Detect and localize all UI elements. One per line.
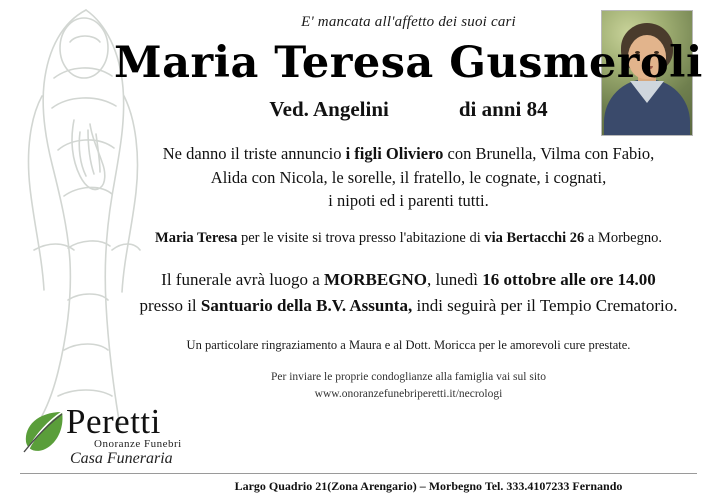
funeral-line-2: presso il Santuario della B.V. Assunta, indi seguirà per il Tempio Crematorio. xyxy=(139,295,678,315)
funeral-line-1: Il funerale avrà luogo a MORBEGNO, lunedì 16 ottobre alle ore 14.00 xyxy=(161,270,656,289)
deceased-name: Maria Teresa Gusmeroli xyxy=(114,38,703,88)
leaf-icon xyxy=(22,408,66,454)
visitation-line: Maria Teresa per le visite si trova presso l'abitazione di via Bertacchi 26 a Morbegno. xyxy=(155,230,662,247)
announcement-line-1: Ne danno il triste annuncio i figli Oliviero con Brunella, Vilma con Fabio, xyxy=(162,144,655,164)
condolences-line-1: Per inviare le proprie condoglianze alla famiglia vai sul sito xyxy=(271,371,546,383)
age: di anni 84 xyxy=(458,97,548,122)
footer-divider xyxy=(20,473,697,474)
logo-subtitle-2: Casa Funeraria xyxy=(70,450,173,467)
intro-line: E' mancata all'affetto dei suoi cari xyxy=(301,14,516,30)
announcement-line-3: i nipoti ed i parenti tutti. xyxy=(328,191,489,210)
logo-company-name: Peretti xyxy=(66,402,161,441)
company-logo[interactable] xyxy=(18,404,228,470)
funeral-block xyxy=(118,267,699,318)
logo-subtitle-1: Onoranze Funebri xyxy=(94,438,182,450)
announcement-line-2: Alida con Nicola, le sorelle, il fratello, le cognate, i cognati, xyxy=(210,167,607,187)
announcement-block xyxy=(118,142,699,212)
condolences-website[interactable]: www.onoranzefunebriperetti.it/necrologi xyxy=(314,387,503,400)
widow-of: Ved. Angelini xyxy=(269,97,389,122)
footer-address: Largo Quadrio 21(Zona Arengario) – Morbegno Tel. 333.4107233 Fernando xyxy=(234,479,623,493)
thanks-line: Un particolare ringraziamento a Maura e al Dott. Moricca per le amorevoli cure prestate. xyxy=(186,338,631,352)
name-details-row xyxy=(118,97,699,122)
obituary-text xyxy=(114,0,703,402)
condolences-block xyxy=(118,369,699,402)
